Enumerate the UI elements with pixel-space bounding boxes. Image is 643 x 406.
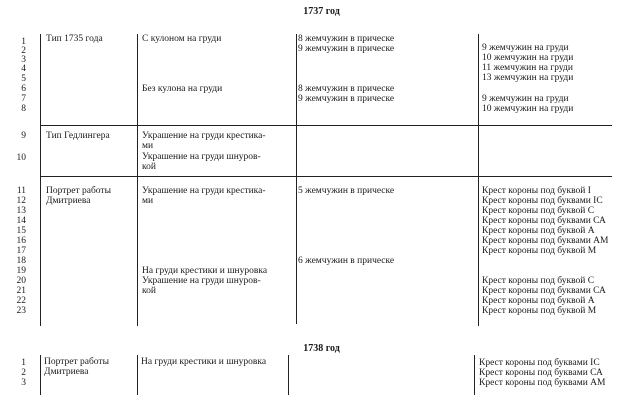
column-divider [40, 34, 41, 326]
chest-detail-text: Крест короны под буквами АМ [482, 236, 609, 246]
column-divider [137, 34, 138, 326]
row-number: 5 [21, 74, 26, 84]
chest-detail-text: Крест короны под буквой М [482, 246, 597, 256]
feature-text: Украшение на груди крестика- [142, 131, 266, 141]
column-divider [288, 355, 289, 395]
row-number: 1 [21, 37, 26, 47]
row-number: 22 [16, 296, 26, 306]
hair-pearls-text: 6 жемчужин в прическе [298, 256, 395, 266]
chest-detail-text: Крест короны под буквой А [482, 226, 595, 236]
feature-text: С кулоном на груди [142, 34, 222, 44]
chest-detail-text: Крест короны под буквой М [482, 306, 597, 316]
row-number: 18 [16, 256, 26, 266]
row-number: 11 [16, 186, 26, 196]
row-number: 23 [16, 306, 26, 316]
feature-text: ми [142, 196, 154, 206]
row-number: 9 [21, 131, 26, 141]
type-label: Портрет работы [44, 357, 109, 367]
row-number: 4 [21, 64, 26, 74]
row-number: 3 [21, 55, 26, 65]
row-number: 21 [16, 286, 26, 296]
hair-pearls-text: 5 жемчужин в прическе [298, 186, 395, 196]
hair-pearls-text: 9 жемчужин в прическе [298, 94, 395, 104]
chest-detail-text: 9 жемчужин на груди [482, 94, 569, 104]
chest-detail-text: Крест короны под буквами IC [482, 196, 603, 206]
row-number: 16 [16, 236, 26, 246]
feature-text: Украшение на груди шнуров- [142, 276, 261, 286]
chest-detail-text: Крест короны под буквами СА [482, 216, 606, 226]
chest-detail-text: 10 жемчужин на груди [482, 104, 574, 114]
feature-text: На груди крестики и шнуровка [142, 266, 268, 276]
chest-detail-text: Крест короны под буквами СА [482, 286, 606, 296]
row-number: 8 [21, 104, 26, 114]
hair-pearls-text: 8 жемчужин в прическе [298, 34, 395, 44]
type-label: Портрет работы [46, 186, 111, 196]
hair-pearls-text: 9 жемчужин в прическе [298, 44, 395, 54]
type-label: Дмитриева [46, 196, 91, 206]
type-label: Тип 1735 года [46, 34, 103, 44]
feature-text: Украшение на груди крестика- [142, 186, 266, 196]
chest-detail-text: 10 жемчужин на груди [482, 53, 574, 63]
heading-1737: 1737 год [303, 6, 340, 17]
row-number: 7 [21, 94, 26, 104]
chest-detail-text: Крест короны под буквой С [482, 206, 595, 216]
feature-text: ми [142, 141, 154, 151]
chest-detail-text: Крест короны под буквами IC [479, 358, 600, 368]
feature-text: На груди крестики и шнуровка [141, 357, 267, 367]
chest-detail-text: 11 жемчужин на груди [482, 63, 573, 73]
row-number: 19 [16, 266, 26, 276]
row-number: 14 [16, 216, 26, 226]
hair-pearls-text: 8 жемчужин в прическе [298, 84, 395, 94]
feature-text: Украшение на груди шнуров- [142, 152, 261, 162]
row-number: 2 [21, 46, 26, 56]
column-divider [40, 355, 41, 395]
row-divider [40, 176, 612, 177]
type-label: Тип Гедлингера [46, 131, 110, 141]
chest-detail-text: Крест короны под буквами АМ [479, 378, 606, 388]
row-divider [40, 125, 612, 126]
row-number: 3 [21, 378, 26, 388]
row-number: 12 [16, 196, 26, 206]
chest-detail-text: 9 жемчужин на груди [482, 43, 569, 53]
chest-detail-text: Крест короны под буквой I [482, 186, 591, 196]
row-number: 15 [16, 226, 26, 236]
feature-text: кой [142, 286, 156, 296]
column-divider [478, 34, 479, 326]
heading-1738: 1738 год [303, 343, 340, 354]
column-divider [296, 34, 297, 324]
row-number: 20 [16, 276, 26, 286]
row-number: 6 [21, 84, 26, 94]
column-divider [137, 355, 138, 395]
row-number: 1 [21, 358, 26, 368]
chest-detail-text: Крест короны под буквой С [482, 276, 595, 286]
column-divider [474, 355, 475, 395]
row-number: 10 [16, 153, 26, 163]
chest-detail-text: Крест короны под буквой А [482, 296, 595, 306]
row-number: 17 [16, 246, 26, 256]
feature-text: Без кулона на груди [142, 84, 223, 94]
row-number: 2 [21, 368, 26, 378]
type-label: Дмитриева [44, 367, 89, 377]
feature-text: кой [142, 162, 156, 172]
row-number: 13 [16, 206, 26, 216]
chest-detail-text: 13 жемчужин на груди [482, 73, 574, 83]
chest-detail-text: Крест короны под буквами СА [479, 368, 603, 378]
